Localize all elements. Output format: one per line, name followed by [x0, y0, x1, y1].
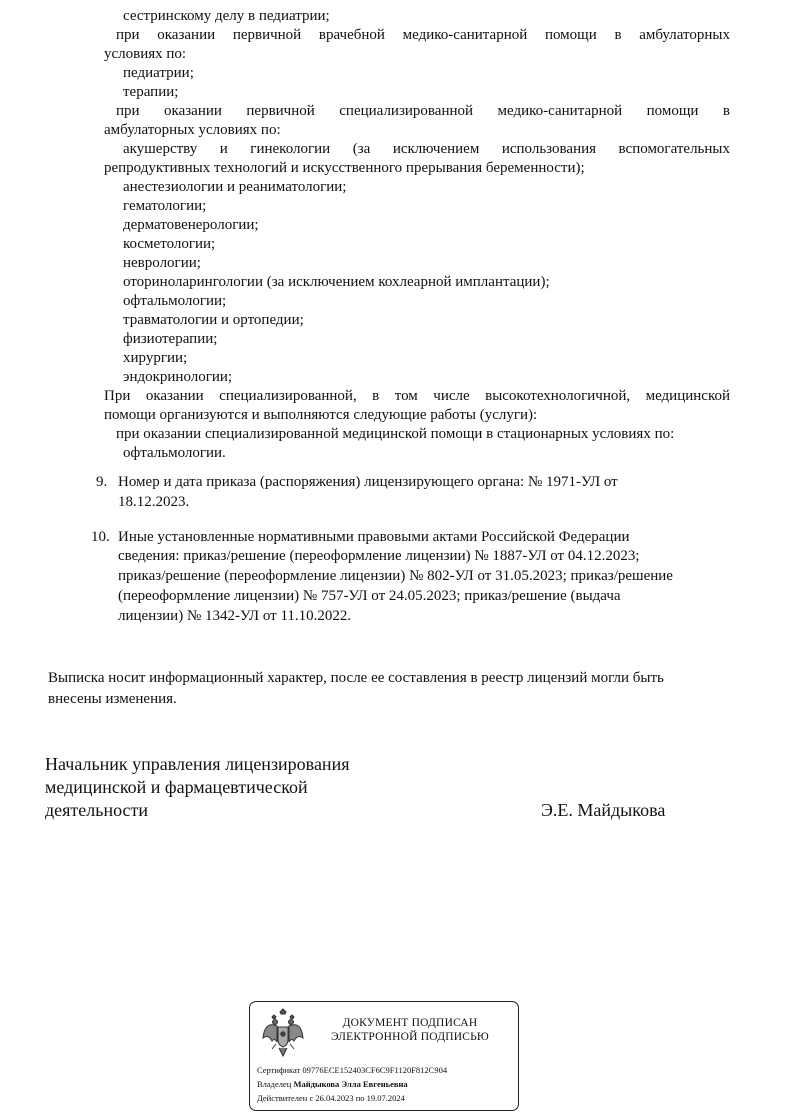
item-10-text: сведения: приказ/решение (переоформление лицензии) № 1887-УЛ от 04.12.2023; [118, 548, 640, 564]
signatory-position: Начальник управления лицензирования [45, 754, 350, 774]
item-10-text: лицензии) № 1342-УЛ от 11.10.2022. [118, 608, 352, 624]
text-line: репродуктивных технологий и искусственного прерывания беременности); [104, 160, 585, 176]
text-line: неврологии; [123, 255, 201, 271]
text-line: акушерству и гинекологии (за исключением использования вспомогательных [123, 141, 730, 157]
text-line: помощи организуются и выполняются следующие работы (услуги): [104, 407, 538, 423]
signatory-position: деятельности [45, 800, 149, 820]
item-10-number: 10. [91, 529, 110, 545]
item-9-number: 9. [96, 474, 108, 490]
stamp-validity: Действителен с 26.04.2023 по 19.07.2024 [257, 1093, 405, 1103]
text-line: анестезиологии и реаниматологии; [123, 179, 347, 195]
stamp-title: ДОКУМЕНТ ПОДПИСАН ЭЛЕКТРОННОЙ ПОДПИСЬЮ [331, 1017, 489, 1043]
text-line: эндокринологии; [123, 369, 233, 385]
text-line: При оказании специализированной, в том числе высокотехнологичной, медицинской [104, 388, 730, 404]
text-line: офтальмологии; [123, 293, 227, 309]
item-10-text: приказ/решение (переоформление лицензии) № 802-УЛ от 31.05.2023; приказ/решение [118, 568, 673, 584]
text-line: амбулаторных условиях по: [104, 122, 281, 138]
coat-of-arms-icon [260, 1008, 306, 1060]
item-10-text: (переоформление лицензии) № 757-УЛ от 24.05.2023; приказ/решение (выдача [118, 588, 621, 604]
item-9-text: 18.12.2023. [118, 494, 190, 510]
text-line: офтальмологии. [123, 445, 226, 461]
signatory-position: медицинской и фармацевтической [45, 777, 308, 797]
item-10-text: Иные установленные нормативными правовыми актами Российской Федерации [118, 529, 630, 545]
stamp-owner: Владелец Майдыкова Элла Евгеньевна [257, 1079, 408, 1089]
text-line: педиатрии; [123, 65, 194, 81]
text-line: травматологии и ортопедии; [123, 312, 304, 328]
text-line: при оказании первичной специализированной медико-санитарной помощи в [116, 103, 730, 119]
text-line: терапии; [123, 84, 179, 100]
text-line: при оказании специализированной медицинской помощи в стационарных условиях по: [116, 426, 675, 442]
text-line: косметологии; [123, 236, 216, 252]
text-line: оториноларингологии (за исключением кохлеарной имплантации); [123, 274, 550, 290]
text-line: хирургии; [123, 350, 188, 366]
electronic-signature-stamp [249, 1001, 519, 1111]
text-line: при оказании первичной врачебной медико-санитарной помощи в амбулаторных [116, 27, 730, 43]
text-line: условиях по: [104, 46, 187, 62]
text-line: дерматовенерологии; [123, 217, 259, 233]
text-line: гематологии; [123, 198, 207, 214]
stamp-certificate: Сертификат 09776ECE152403CF6C9F1120F812C904 [257, 1065, 448, 1075]
text-line: физиотерапии; [123, 331, 218, 347]
signatory-name: Э.Е. Майдыкова [541, 800, 666, 820]
notice-text: Выписка носит информационный характер, после ее составления в реестр лицензий могли быть [48, 670, 664, 686]
notice-text: внесены изменения. [48, 691, 177, 707]
text-line: сестринскому делу в педиатрии; [123, 8, 330, 24]
item-9-text: Номер и дата приказа (распоряжения) лицензирующего органа: № 1971-УЛ от [118, 474, 618, 490]
